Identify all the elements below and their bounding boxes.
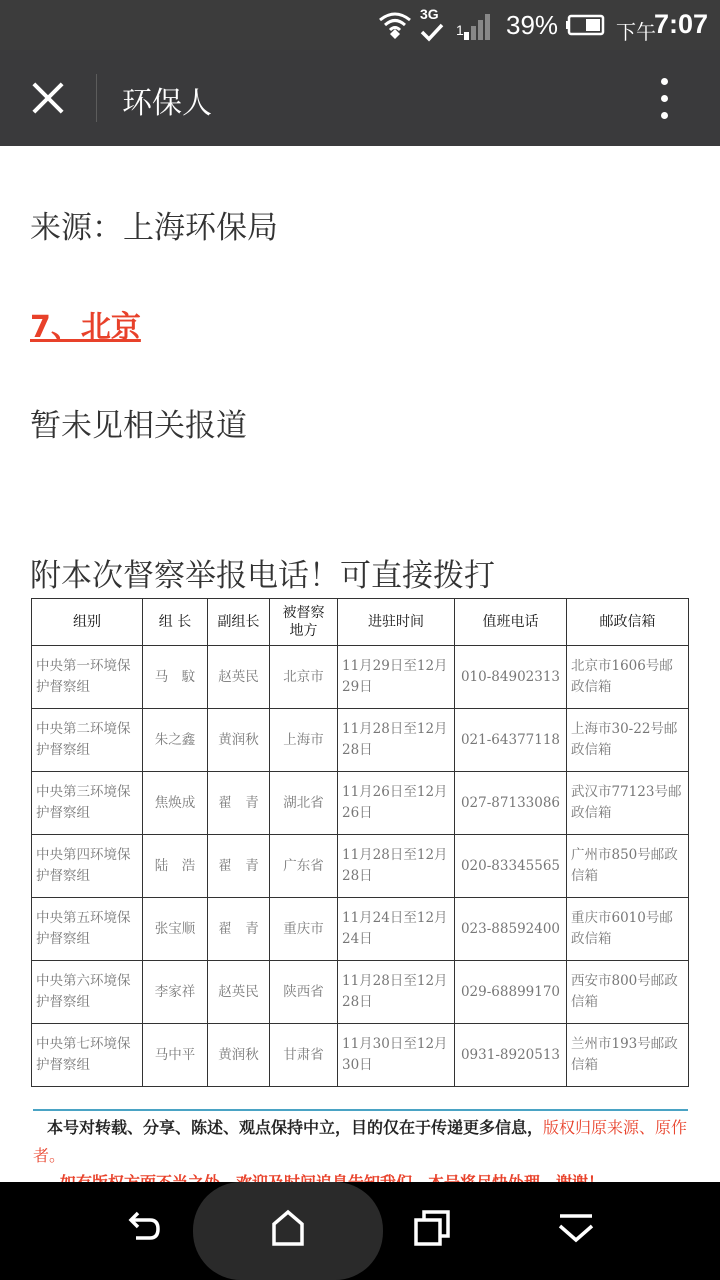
column-header: 被督察地方 (270, 599, 338, 646)
clock: 7:07 (654, 9, 709, 39)
period-cell: 11月30日至12月30日 (338, 1024, 455, 1087)
column-header: 进驻时间 (338, 599, 455, 646)
phone-cell[interactable]: 010-84902313 (455, 646, 567, 709)
group-cell: 中央第七环境保护督察组 (32, 1024, 143, 1087)
system-nav-bar (0, 1182, 720, 1280)
region-cell: 广东省 (270, 835, 338, 898)
network-type-label: 3G (420, 6, 439, 22)
phone-cell[interactable]: 0931-8920513 (455, 1024, 567, 1087)
group-cell: 中央第三环境保护督察组 (32, 772, 143, 835)
status-bar (0, 0, 720, 50)
column-header: 副组长 (208, 599, 270, 646)
hide-keyboard-icon[interactable] (556, 1208, 596, 1248)
table-row (32, 898, 689, 961)
inspection-table (31, 598, 689, 1087)
region-cell: 陕西省 (270, 961, 338, 1024)
mailbox-cell: 西安市800号邮政信箱 (567, 961, 689, 1024)
leader-cell: 马中平 (143, 1024, 208, 1087)
title-bar (0, 50, 720, 146)
phone-cell[interactable]: 020-83345565 (455, 835, 567, 898)
table-row (32, 1024, 689, 1087)
period-cell: 11月24日至12月24日 (338, 898, 455, 961)
phone-cell[interactable]: 023-88592400 (455, 898, 567, 961)
wifi-icon (378, 10, 412, 40)
table-row (32, 772, 689, 835)
title-divider (96, 74, 97, 122)
deputy-cell: 赵英民 (208, 646, 270, 709)
deputy-cell: 黄润秋 (208, 1024, 270, 1087)
group-cell: 中央第六环境保护督察组 (32, 961, 143, 1024)
table-body (32, 646, 689, 1087)
phone-cell[interactable]: 021-64377118 (455, 709, 567, 772)
mailbox-cell: 兰州市193号邮政信箱 (567, 1024, 689, 1087)
region-cell: 甘肃省 (270, 1024, 338, 1087)
table-row (32, 646, 689, 709)
deputy-cell: 翟 青 (208, 772, 270, 835)
period-cell: 11月29日至12月29日 (338, 646, 455, 709)
more-vertical-icon[interactable] (650, 76, 678, 122)
hotline-intro: 附本次督察举报电话！可直接拨打 (30, 558, 495, 594)
leader-cell: 李家祥 (143, 961, 208, 1024)
mailbox-cell: 重庆市6010号邮政信箱 (567, 898, 689, 961)
deputy-cell: 翟 青 (208, 898, 270, 961)
battery-icon (566, 14, 606, 36)
signal-icon (464, 12, 496, 40)
leader-cell: 张宝顺 (143, 898, 208, 961)
period-cell: 11月26日至12月26日 (338, 772, 455, 835)
region-cell: 湖北省 (270, 772, 338, 835)
period-cell: 11月28日至12月28日 (338, 835, 455, 898)
deputy-cell: 赵英民 (208, 961, 270, 1024)
leader-cell: 陆 浩 (143, 835, 208, 898)
data-3g-icon (420, 22, 444, 42)
disclaimer-text: 本号对转载、分享、陈述、观点保持中立，目的仅在于传递更多信息， (47, 1118, 544, 1137)
group-cell: 中央第一环境保护督察组 (32, 646, 143, 709)
leader-cell: 马 馼 (143, 646, 208, 709)
table-header-row (32, 599, 689, 646)
battery-percent: 39% (506, 10, 559, 40)
table-row (32, 835, 689, 898)
page-title: 环保人 (122, 86, 212, 121)
region-cell: 北京市 (270, 646, 338, 709)
section-heading[interactable]: 7、北京 (30, 310, 141, 345)
leader-cell: 焦焕成 (143, 772, 208, 835)
table-row (32, 961, 689, 1024)
mailbox-cell: 广州市850号邮政信箱 (567, 835, 689, 898)
column-header: 邮政信箱 (567, 599, 689, 646)
disclaimer-note (33, 1114, 693, 1170)
no-report-text: 暂未见相关报道 (30, 408, 247, 444)
period-cell: 11月28日至12月28日 (338, 961, 455, 1024)
article-content (0, 146, 720, 1182)
note-divider (33, 1109, 688, 1111)
group-cell: 中央第五环境保护督察组 (32, 898, 143, 961)
column-header: 组别 (32, 599, 143, 646)
phone-cell[interactable]: 027-87133086 (455, 772, 567, 835)
table-row (32, 709, 689, 772)
phone-cell[interactable]: 029-68899170 (455, 961, 567, 1024)
group-cell: 中央第四环境保护督察组 (32, 835, 143, 898)
mailbox-cell: 北京市1606号邮政信箱 (567, 646, 689, 709)
deputy-cell: 黄润秋 (208, 709, 270, 772)
mailbox-cell: 上海市30-22号邮政信箱 (567, 709, 689, 772)
back-icon[interactable] (124, 1208, 164, 1248)
disclaimer-highlight: 版权归原来源、原作者。 (33, 1118, 688, 1165)
group-cell: 中央第二环境保护督察组 (32, 709, 143, 772)
recents-icon[interactable] (412, 1208, 452, 1248)
source-line: 来源：上海环保局 (30, 210, 278, 246)
column-header: 值班电话 (455, 599, 567, 646)
sim-label: 1 (456, 22, 464, 38)
region-cell: 上海市 (270, 709, 338, 772)
deputy-cell: 翟 青 (208, 835, 270, 898)
time-prefix: 下午 (616, 22, 656, 44)
mailbox-cell: 武汉市77123号邮政信箱 (567, 772, 689, 835)
region-cell: 重庆市 (270, 898, 338, 961)
close-icon[interactable] (22, 72, 74, 124)
column-header: 组 长 (143, 599, 208, 646)
home-icon[interactable] (268, 1208, 308, 1248)
leader-cell: 朱之鑫 (143, 709, 208, 772)
period-cell: 11月28日至12月28日 (338, 709, 455, 772)
